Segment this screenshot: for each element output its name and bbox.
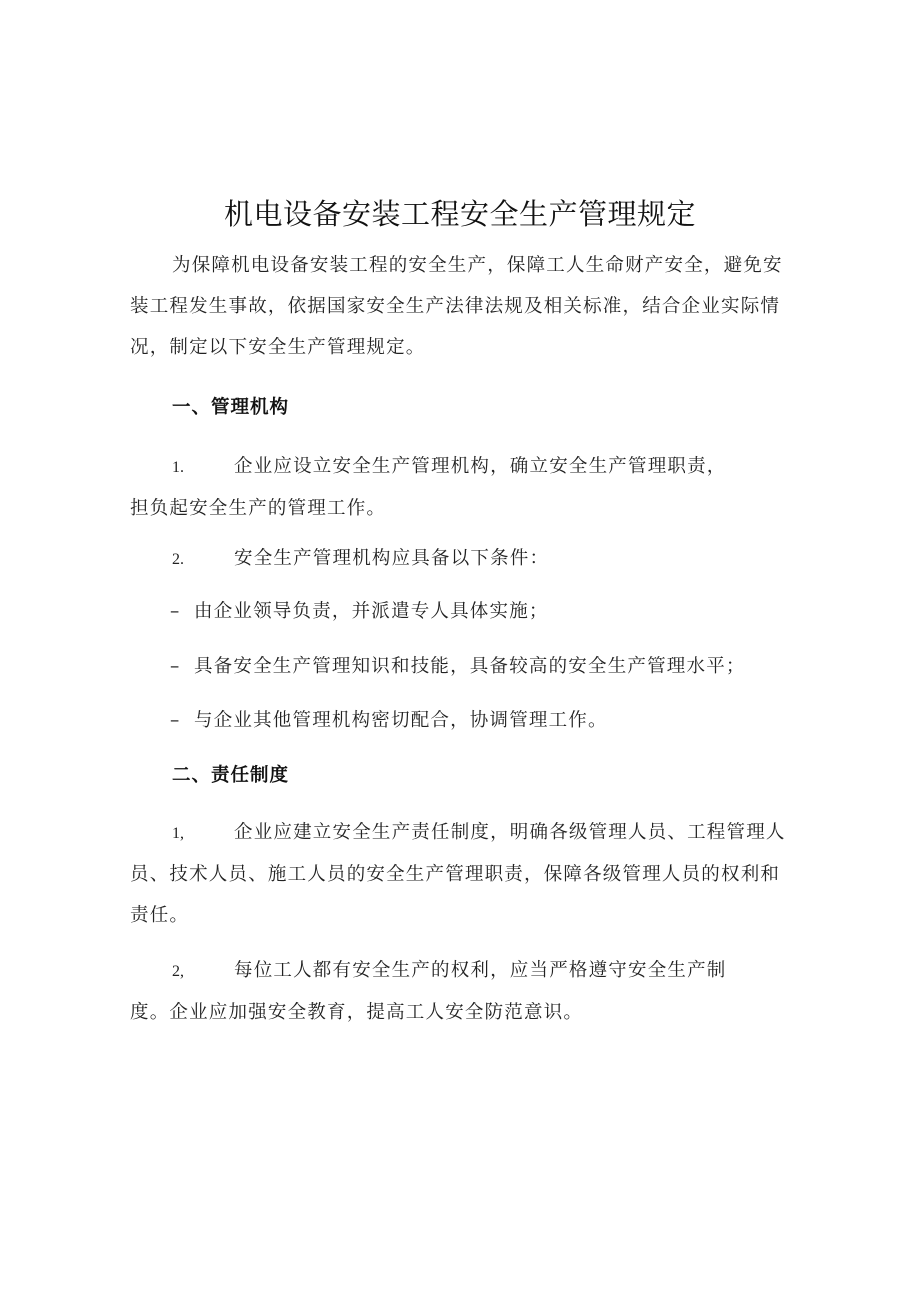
bullet-item bbox=[170, 597, 549, 627]
dash-marker: – bbox=[170, 656, 181, 677]
item-number: 2, bbox=[172, 963, 184, 980]
section2-item-2 bbox=[130, 950, 790, 1033]
bullet-item bbox=[170, 652, 746, 682]
dash-marker: – bbox=[170, 710, 181, 731]
document-title: 机电设备安装工程安全生产管理规定 bbox=[223, 197, 696, 231]
section-heading-management: 一、管理机构 bbox=[172, 397, 290, 418]
item-number: 1, bbox=[172, 825, 184, 842]
item-text-line1: 企业应建立安全生产责任制度，明确各级管理人员、工程管理人 bbox=[234, 822, 786, 843]
item-text-rest: 度。企业应加强安全教育，提高工人安全防范意识。 bbox=[130, 1002, 584, 1023]
section2-item-1 bbox=[130, 812, 790, 936]
item-text-line1: 企业应设立安全生产管理机构，确立安全生产管理职责， bbox=[234, 456, 727, 477]
bullet-item bbox=[170, 706, 608, 736]
item-text-line1: 安全生产管理机构应具备以下条件： bbox=[234, 548, 550, 569]
item-text-rest: 员、技术人员、施工人员的安全生产管理职责，保障各级管理人员的权利和责任。 bbox=[130, 864, 781, 926]
bullet-text: 与企业其他管理机构密切配合，协调管理工作。 bbox=[194, 710, 608, 731]
item-text-rest: 担负起安全生产的管理工作。 bbox=[130, 498, 387, 519]
section1-item-1 bbox=[130, 446, 790, 529]
dash-marker: – bbox=[170, 601, 181, 622]
section1-item-2 bbox=[130, 538, 790, 580]
item-number: 2. bbox=[172, 551, 184, 568]
item-text-line1: 每位工人都有安全生产的权利，应当严格遵守安全生产制 bbox=[234, 960, 727, 981]
intro-paragraph: 为保障机电设备安装工程的安全生产，保障工人生命财产安全，避免安装工程发生事故，依据国家安全生产法律法规及相关标准，结合企业实际情况，制定以下安全生产管理规定。 bbox=[130, 255, 783, 358]
section-heading-responsibility: 二、责任制度 bbox=[172, 765, 290, 786]
bullet-text: 由企业领导负责，并派遣专人具体实施； bbox=[194, 601, 549, 622]
item-number: 1. bbox=[172, 459, 184, 476]
bullet-text: 具备安全生产管理知识和技能，具备较高的安全生产管理水平； bbox=[194, 656, 746, 677]
